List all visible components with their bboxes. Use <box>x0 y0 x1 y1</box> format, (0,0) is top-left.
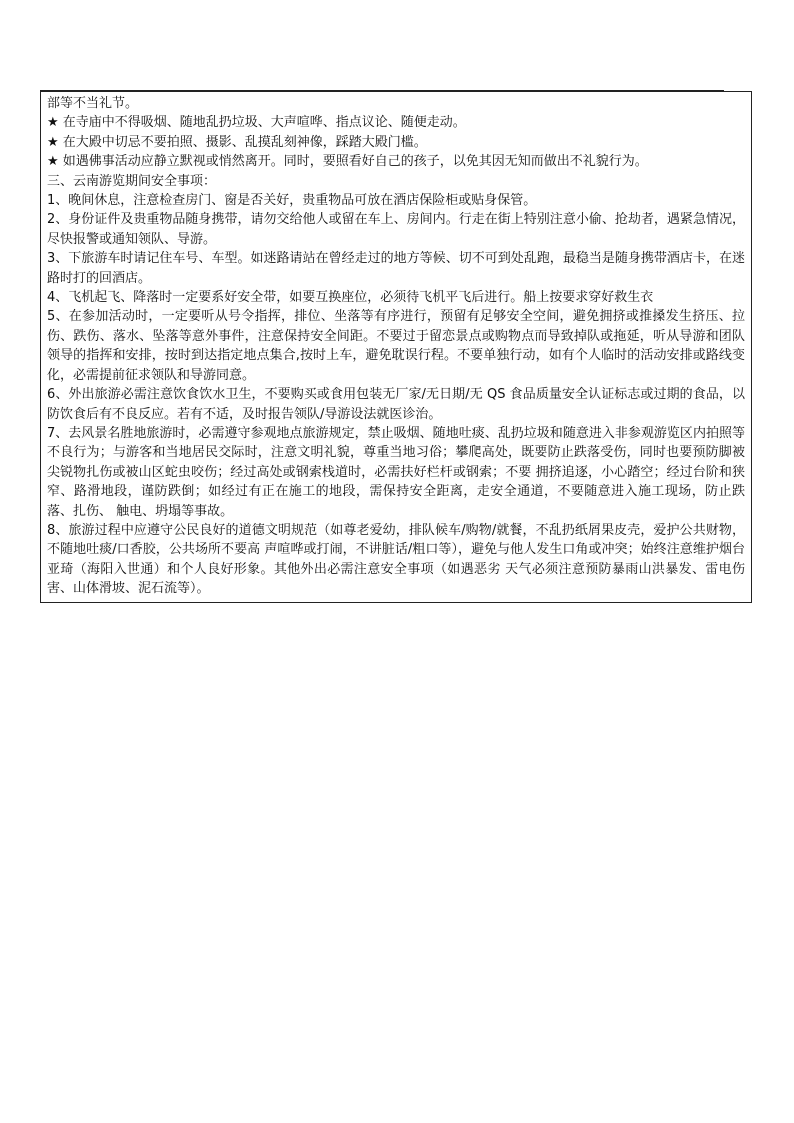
safety-item-4: 4、飞机起飞、降落时一定要系好安全带，如要互换座位，必须待飞机平飞后进行。船上按要求穿好救生衣 <box>47 290 654 306</box>
text-line-continuation: 部等不当礼节。 <box>47 96 139 111</box>
safety-item-2: 2、身份证件及贵重物品随身携带，请勿交给他人或留在车上、房间内。行走在街上特别注意小偷、抢劫者，遇紧急情况，尽快报警或通知领队、导游。 <box>47 212 745 247</box>
bullet-no-photos: ★ 在大殿中切忌不要拍照、摄影、乱摸乱刻神像，踩踏大殿门槛。 <box>47 134 427 150</box>
section-heading-safety: 三、云南游览期间安全事项： <box>47 173 217 189</box>
safety-item-6: 6、外出旅游必需注意饮食饮水卫生，不要购买或食用包装无厂家/无日期/无 QS 食品质量安全认证标志或过期的食品，以防饮食后有不良反应。若有不适，及时报告领队/导游设法就医诊治。 <box>47 387 745 422</box>
bullet-buddhist-activity: ★ 如遇佛事活动应静立默视或悄然离开。同时，要照看好自己的孩子，以免其因无知而做出不礼貌行为。 <box>47 154 648 170</box>
content-box <box>40 91 752 603</box>
safety-item-7: 7、去风景名胜地旅游时，必需遵守参观地点旅游规定，禁止吸烟、随地吐痰、乱扔垃圾和随意进入非参观游览区内拍照等不良行为；与游客和当地居民交际时，注意文明礼貌，尊重当地习俗；攀爬高处，既要防止跌落受伤，同时也要预防脚被尖锐物扎伤或被山区蛇虫咬伤；经过高处或钢索栈道时，必需扶好栏杆或钢索；不要 拥挤追逐，小心踏空；经过台阶和狭窄、路滑地段，谨防跌倒；如经过有正在施工的地段，需保持安全距离，走安全通道，不要随意进入施工现场，防止跌落、扎伤、 触电、坍塌等事故。 <box>47 425 745 519</box>
safety-item-8: 8、旅游过程中应遵守公民良好的道德文明规范（如尊老爱幼，排队候车/购物/就餐，不乱扔纸屑果皮壳，爱护公共财物，不随地吐痰/口香胶，公共场所不要高 声喧哗或打闹，不讲脏话/粗口等），避免与他人发生口角或冲突；始终注意维护烟台亚琦（海阳入世通）和个人良好形象。其他外出必需注意安全事项（如遇恶劣 天气必须注意预防暴雨山洪暴发、雷电伤害、山体滑坡、泥石流等）。 <box>47 522 745 597</box>
safety-item-1: 1、晚间休息，注意检查房门、窗是否关好，贵重物品可放在酒店保险柜或贴身保管。 <box>47 193 537 209</box>
safety-item-5: 5、在参加活动时，一定要听从号令指挥，排位、坐落等有序进行，预留有足够安全空间，避免拥挤或推搡发生挤压、拉伤、跌伤、落水、坠落等意外事件，注意保持安全间距。不要过于留恋景点或购物点而导致掉队或拖延，听从导游和团队领导的指挥和安排，按时到达指定地点集合,按时上车，避免耽误行程。不要单独行动，如有个人临时的活动安排或路线变化，必需提前征求领队和导游同意。 <box>47 309 745 383</box>
bullet-no-smoking: ★ 在寺庙中不得吸烟、随地乱扔垃圾、大声喧哗、指点议论、随便走动。 <box>47 115 466 131</box>
safety-item-3: 3、下旅游车时请记住车号、车型。如迷路请站在曾经走过的地方等候、切不可到处乱跑，最稳当是随身携带酒店卡，在迷路时打的回酒店。 <box>47 251 745 286</box>
